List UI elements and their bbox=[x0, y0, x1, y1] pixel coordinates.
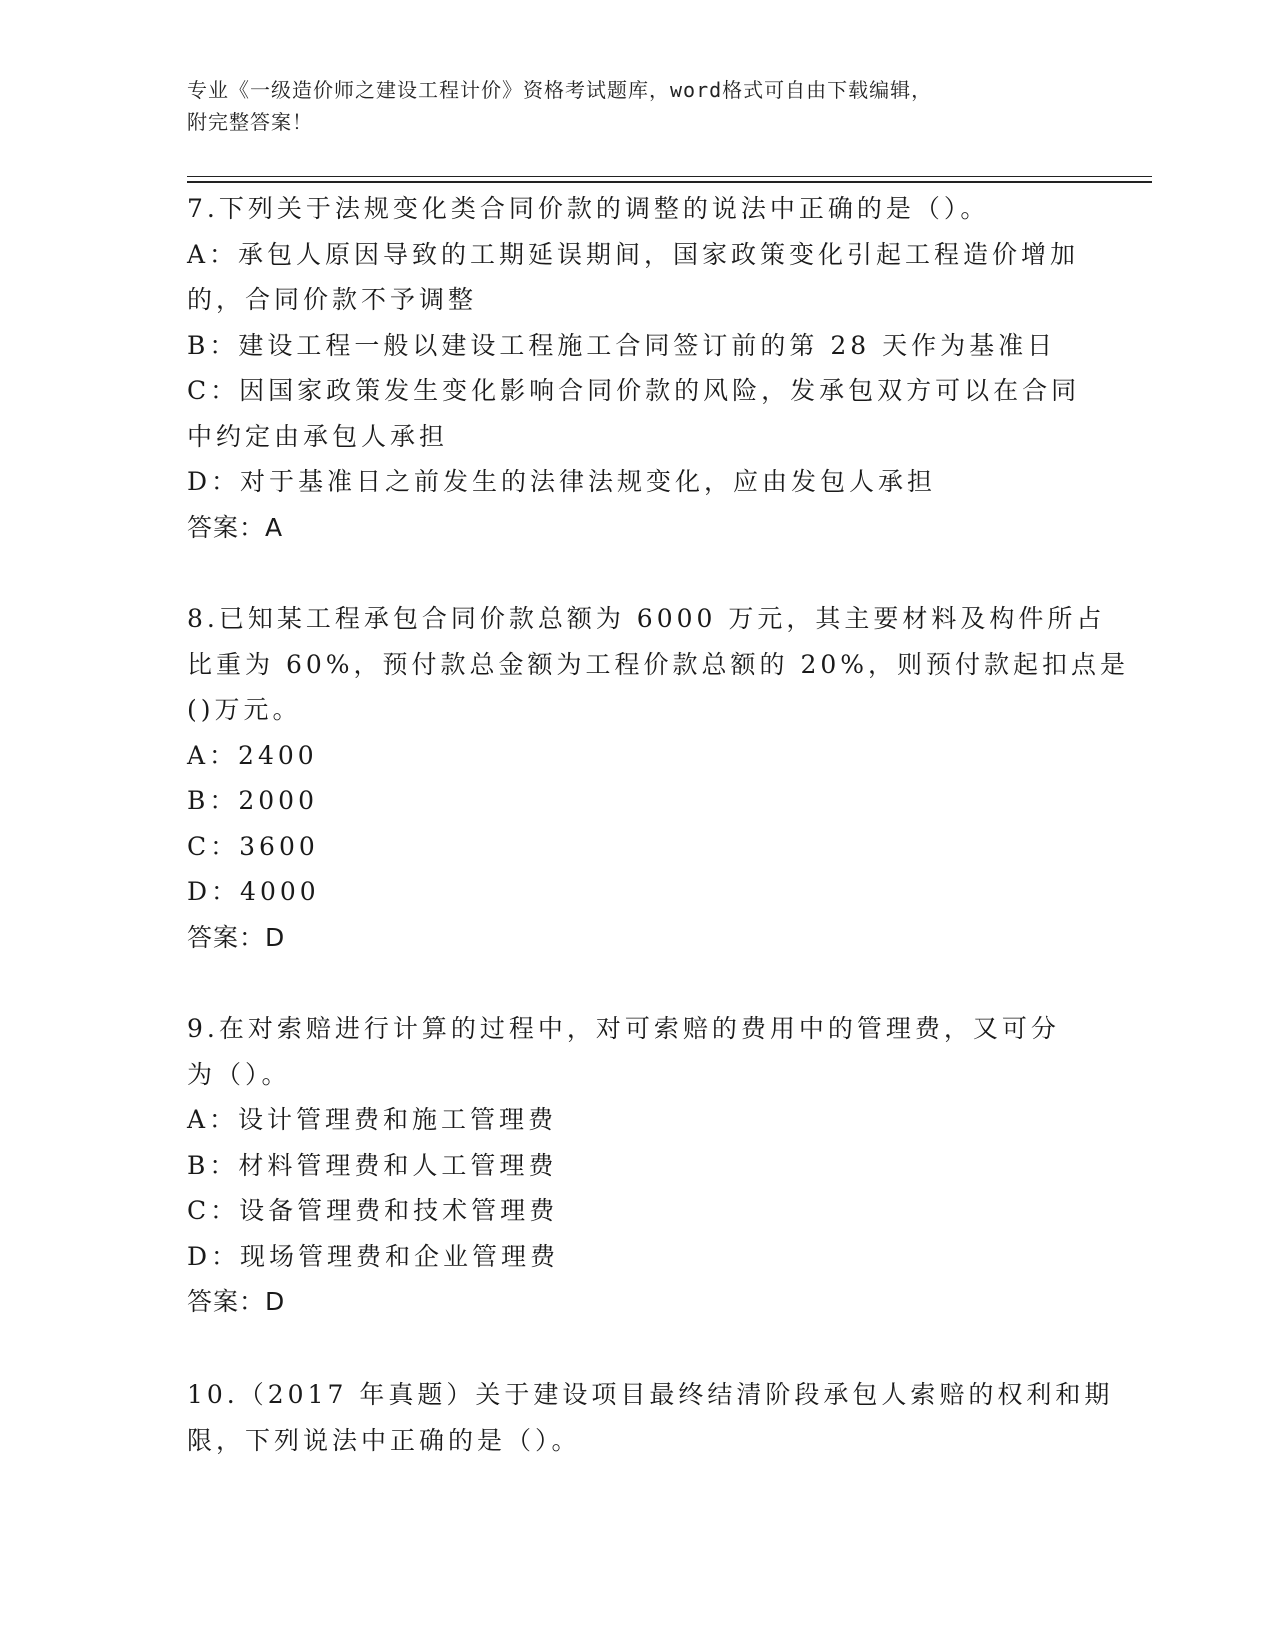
question-stem-continued: ()万元。 bbox=[187, 695, 302, 724]
header-divider-thick bbox=[187, 181, 1152, 183]
header-line-2: 附完整答案！ bbox=[187, 110, 313, 134]
question-10 bbox=[187, 1372, 1114, 1463]
question-stem: 7.下列关于法规变化类合同价款的调整的说法中正确的是（）。 bbox=[187, 194, 990, 223]
option-d: D：对于基准日之前发生的法律法规变化，应由发包人承担 bbox=[187, 467, 937, 496]
option-b: B：2000 bbox=[187, 786, 318, 815]
option-c: C：3600 bbox=[187, 831, 319, 861]
option-a-continued: 的，合同价款不予调整 bbox=[187, 285, 478, 314]
option-a: A：承包人原因导致的工期延误期间，国家政策变化引起工程造价增加 bbox=[187, 239, 1080, 269]
header-line-1: 专业《一级造价师之建设工程计价》资格考试题库，word格式可自由下载编辑， bbox=[187, 78, 933, 102]
question-9 bbox=[187, 1006, 1087, 1325]
option-d: D：现场管理费和企业管理费 bbox=[187, 1241, 560, 1271]
document-header bbox=[187, 74, 1087, 138]
option-b: B：建设工程一般以建设工程施工合同签订前的第 28 天作为基准日 bbox=[187, 330, 1057, 360]
question-stem: 8.已知某工程承包合同价款总额为 6000 万元，其主要材料及构件所占 bbox=[187, 604, 1106, 633]
question-8 bbox=[187, 596, 1130, 960]
question-stem-continued: 为（）。 bbox=[187, 1059, 291, 1089]
answer-label: 答案：A bbox=[187, 512, 284, 542]
header-divider-thin bbox=[187, 176, 1152, 177]
question-stem-continued: 限，下列说法中正确的是（）。 bbox=[187, 1425, 581, 1455]
answer-label: 答案：D bbox=[187, 922, 286, 952]
option-a: A：2400 bbox=[187, 740, 318, 770]
question-stem-continued: 比重为 60%，预付款总金额为工程价款总额的 20%，则预付款起扣点是 bbox=[187, 649, 1130, 679]
option-b: B：材料管理费和人工管理费 bbox=[187, 1150, 558, 1180]
option-c-continued: 中约定由承包人承担 bbox=[187, 421, 449, 451]
question-stem: 9.在对索赔进行计算的过程中，对可索赔的费用中的管理费，又可分 bbox=[187, 1014, 1060, 1043]
answer-label: 答案：D bbox=[187, 1287, 286, 1316]
question-7 bbox=[187, 186, 1087, 550]
option-c: C：设备管理费和技术管理费 bbox=[187, 1196, 559, 1225]
option-d: D：4000 bbox=[187, 877, 320, 906]
option-a: A：设计管理费和施工管理费 bbox=[187, 1105, 558, 1134]
option-c: C：因国家政策发生变化影响合同价款的风险，发承包双方可以在合同 bbox=[187, 376, 1081, 405]
question-stem: 10.（2017 年真题）关于建设项目最终结清阶段承包人索赔的权利和期 bbox=[187, 1380, 1114, 1409]
